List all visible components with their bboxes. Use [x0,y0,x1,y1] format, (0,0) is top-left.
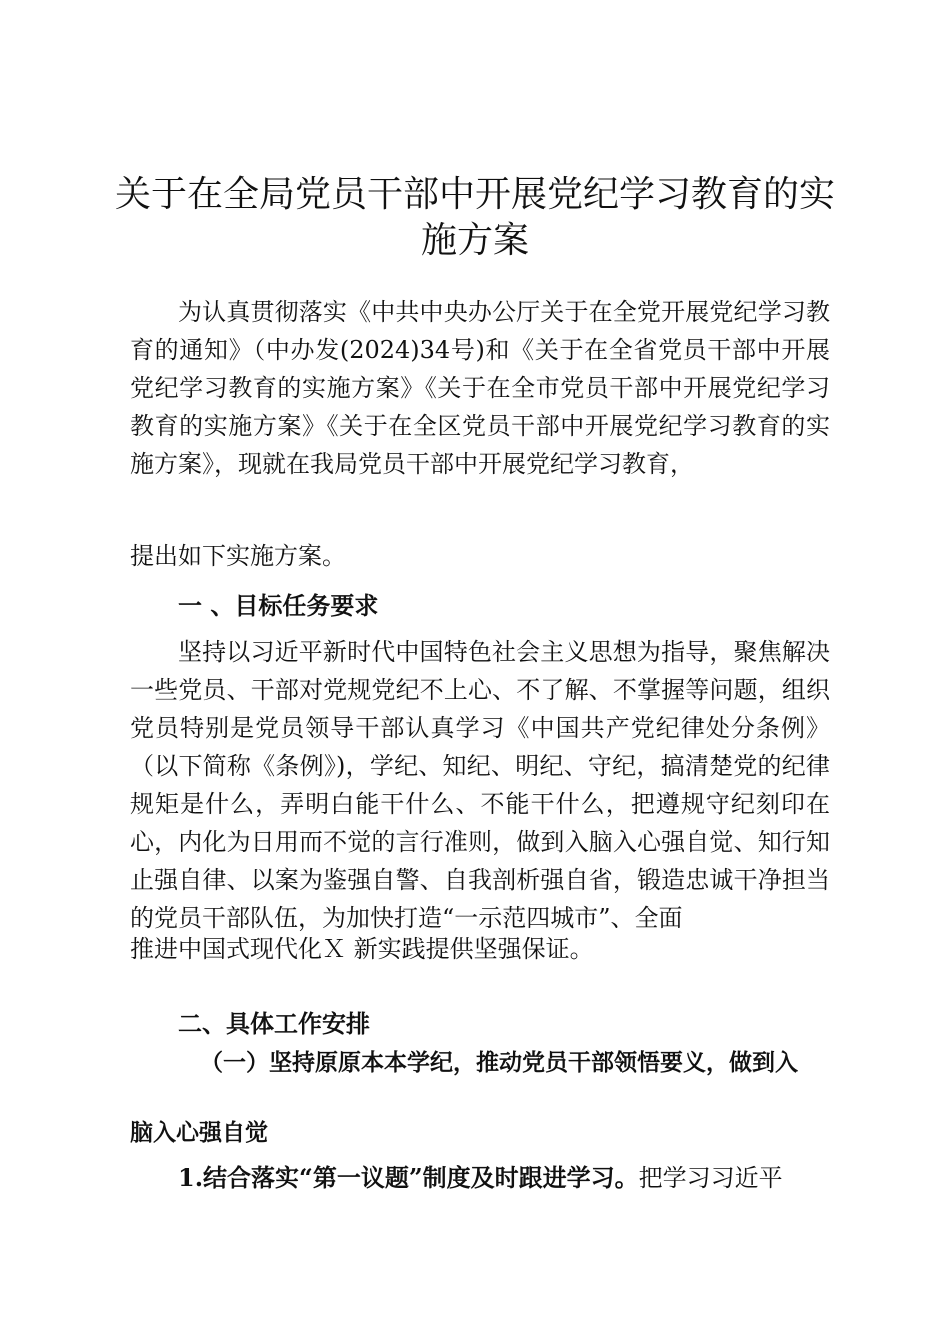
item-1 [178,1158,838,1193]
section-1-heading: 一 、目标任务要求 [178,592,379,620]
subsection-1-heading-tail: 脑入心强自觉 [130,1120,268,1146]
intro-tail: 提出如下实施方案。 [130,542,346,570]
document-title: 关于在全局党员干部中开展党纪学习教育的实施方案 [114,174,835,261]
section-1-body: 坚持以习近平新时代中国特色社会主义思想为指导，聚焦解决一些党员、干部对党规党纪不上心、不了解、不掌握等问题，组织党员特别是党员领导干部认真学习《中国共产党纪律处分条例》（以下简称《条例》)，学纪、知纪、明纪、守纪，搞清楚党的纪律规矩是什么，弄明白能干什么、不能干什么，把遵规守纪刻印在心，内化为日用而不觉的言行准则，做到入脑入心强自觉、知行知止强自律、以案为鉴强自警、自我剖析强自省，锻造忠诚干净担当的党员干部队伍，为加快打造“一示范四城市”、全面 [130,638,830,932]
section-1-tail: 推进中国式现代化Ｘ 新实践提供坚强保证。 [130,935,594,963]
item-1-text: 把学习习近平 [638,1164,783,1192]
item-1-lead: 1.结合落实“第一议题”制度及时跟进学习。 [178,1163,639,1192]
section-2-heading: 二、具体工作安排 [178,1010,370,1038]
intro-paragraph: 为认真贯彻落实《中共中央办公厅关于在全党开展党纪学习教育的通知》（中办发(2024)34号)和《关于在全省党员干部中开展党纪学习教育的实施方案》《关于在全市党员干部中开展党纪学习教育的实施方案》《关于在全区党员干部中开展党纪学习教育的实施方案》，现就在我局党员干部中开展党纪学习教育， [130,298,830,478]
subsection-1-heading: （一）坚持原原本本学纪，推动党员干部领悟要义，做到入 [200,1050,798,1076]
